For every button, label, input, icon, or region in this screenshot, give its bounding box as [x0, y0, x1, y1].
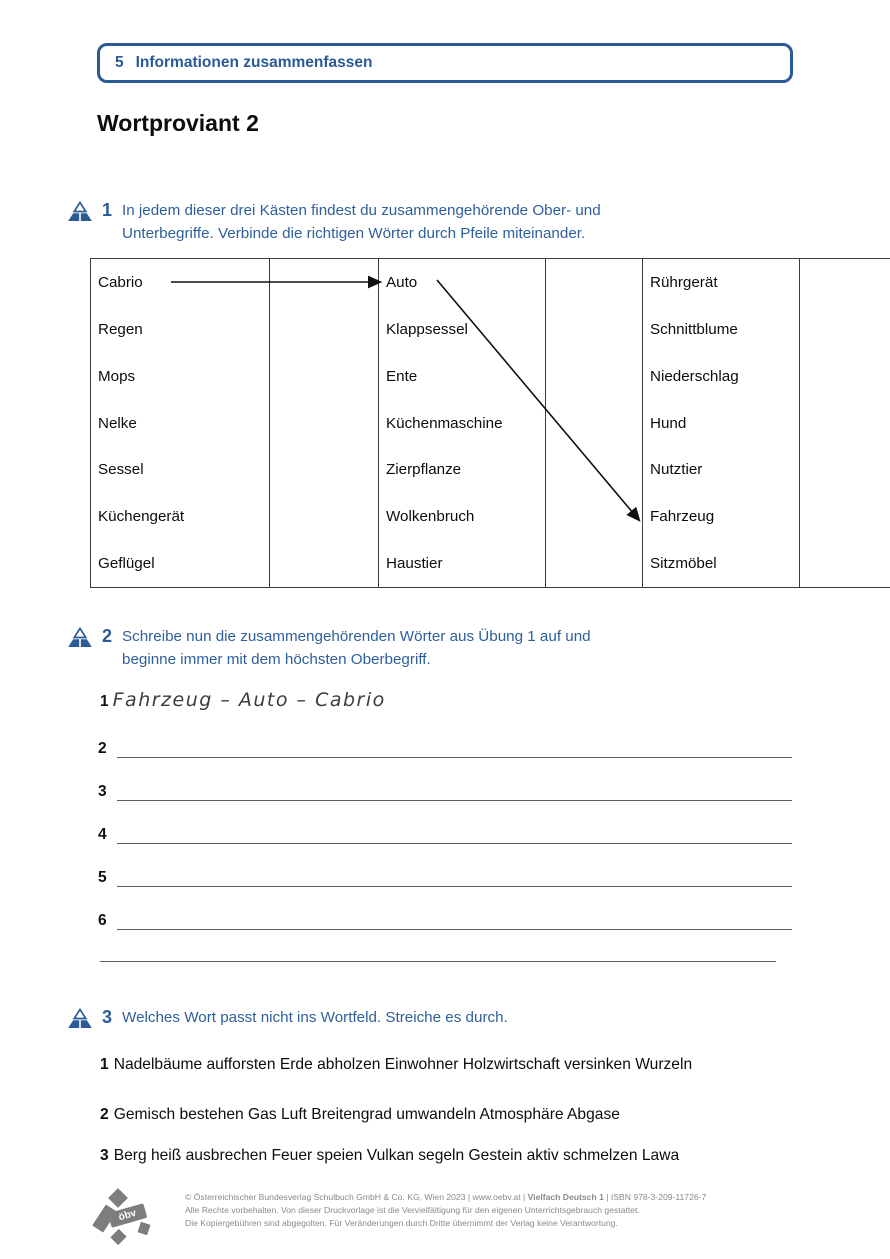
- logo-shape: [110, 1229, 126, 1245]
- answer-number: 6: [98, 912, 107, 929]
- imprint-line-3: Die Kopiergebühren sind abgegolten. Für Veränderungen durch Dritte übernimmt der Verlag keine Verantwortung.: [185, 1217, 618, 1228]
- pyramid-icon: [65, 627, 95, 649]
- answer-number: 2: [98, 740, 107, 757]
- blank-write-line: [117, 822, 792, 844]
- word: Ente: [386, 367, 418, 385]
- item-number: 2: [100, 1106, 109, 1123]
- word: Schnittblume: [650, 320, 738, 338]
- answer-row-2: [98, 736, 792, 758]
- word: Nutztier: [650, 461, 703, 479]
- word: Auto: [386, 273, 418, 291]
- answer-row-5: [98, 865, 792, 887]
- word-table: [90, 258, 890, 588]
- page-title: Wortproviant 2: [97, 110, 259, 136]
- exercise3-instruction: Welches Wort passt nicht ins Wortfeld. Streiche es durch.: [122, 1009, 508, 1026]
- word: Küchengerät: [98, 508, 185, 526]
- exercise2-number: 2: [102, 626, 113, 646]
- chapter-header-box: [97, 43, 793, 83]
- answer-number: 5: [98, 869, 107, 886]
- word: Nelke: [98, 414, 137, 432]
- word: Küchenmaschine: [386, 414, 503, 432]
- wordfield-row-3: [100, 1147, 679, 1165]
- answer-number: 4: [98, 826, 107, 843]
- blank-write-line-extra: [100, 941, 776, 962]
- pyramid-icon: [65, 201, 95, 223]
- imprint-line-2: Alle Rechte vorbehalten. Von dieser Druckvorlage ist die Vervielfältigung für den eigenen Unterrichtsgebrauch gestattet.: [185, 1204, 640, 1215]
- word: Haustier: [386, 555, 443, 573]
- blank-write-line: [117, 865, 792, 887]
- exercise3-number: 3: [102, 1007, 113, 1027]
- wordfield-words: Berg heiß ausbrechen Feuer speien Vulkan segeln Gestein aktiv schmelzen Lawa: [113, 1147, 680, 1164]
- wordfield-row-2: [100, 1106, 620, 1124]
- exercise1-number: 1: [102, 200, 113, 220]
- imprint-text: [185, 1191, 706, 1229]
- word: Mops: [98, 367, 136, 385]
- word: Geflügel: [98, 555, 155, 573]
- chapter-title: Informationen zusammenfassen: [135, 54, 373, 71]
- word: Rührgerät: [650, 273, 718, 291]
- answer-number: 1: [100, 693, 109, 710]
- exercise1-header: [65, 199, 601, 245]
- word: Sitzmöbel: [650, 555, 717, 573]
- imprint-line-1: © Österreichischer Bundesverlag Schulbuch GmbH & Co. KG, Wien 2023 | www.oebv.at | Vielfach Deutsch 1 | ISBN 978-3-209-11726-7: [185, 1192, 707, 1202]
- pyramid-icon: [65, 1008, 95, 1030]
- arrow-auto-fahrzeug: [437, 280, 639, 520]
- logo-wordmark: öbv: [108, 1203, 148, 1228]
- logo-shape: [138, 1222, 151, 1236]
- wordfield-words: Gemisch bestehen Gas Luft Breitengrad umwandeln Atmosphäre Abgase: [113, 1106, 620, 1123]
- answer-row-4: [98, 822, 792, 844]
- word: Regen: [98, 320, 143, 338]
- exercise2-instruction: Schreibe nun die zusammengehörenden Wörter aus Übung 1 auf und beginne immer mit dem höchsten Oberbegriff.: [122, 628, 591, 668]
- connection-arrows: [91, 259, 890, 589]
- exercise2-header: [65, 625, 591, 671]
- wordfield-row-1: [100, 1056, 692, 1074]
- answer-number: 3: [98, 783, 107, 800]
- word: Fahrzeug: [650, 508, 715, 526]
- answer-row-1: [100, 689, 386, 711]
- blank-write-line: [117, 736, 792, 758]
- word: Hund: [650, 414, 687, 432]
- word: Cabrio: [98, 273, 143, 291]
- exercise3-header: [65, 1006, 508, 1030]
- answer-row-3: [98, 779, 792, 801]
- chapter-number: 5: [115, 54, 124, 71]
- blank-write-line: [117, 779, 792, 801]
- word: Zierpflanze: [386, 461, 462, 479]
- oebv-publisher-logo: [96, 1191, 154, 1251]
- wordfield-words: Nadelbäume aufforsten Erde abholzen Einwohner Holzwirtschaft versinken Wurzeln: [113, 1056, 693, 1073]
- blank-write-line: [117, 908, 792, 930]
- word: Sessel: [98, 461, 144, 479]
- exercise1-instruction: In jedem dieser drei Kästen findest du zusammengehörende Ober- und Unterbegriffe. Verbinde die richtigen Wörter durch Pfeile miteinander.: [122, 202, 601, 242]
- word: Wolkenbruch: [386, 508, 475, 526]
- word: Niederschlag: [650, 367, 739, 385]
- answer-row-6: [98, 908, 792, 930]
- word: Klappsessel: [386, 320, 468, 338]
- logo-shape: [108, 1188, 128, 1208]
- item-number: 1: [100, 1056, 109, 1073]
- item-number: 3: [100, 1147, 109, 1164]
- handwritten-answer: Fahrzeug – Auto – Cabrio: [112, 689, 386, 711]
